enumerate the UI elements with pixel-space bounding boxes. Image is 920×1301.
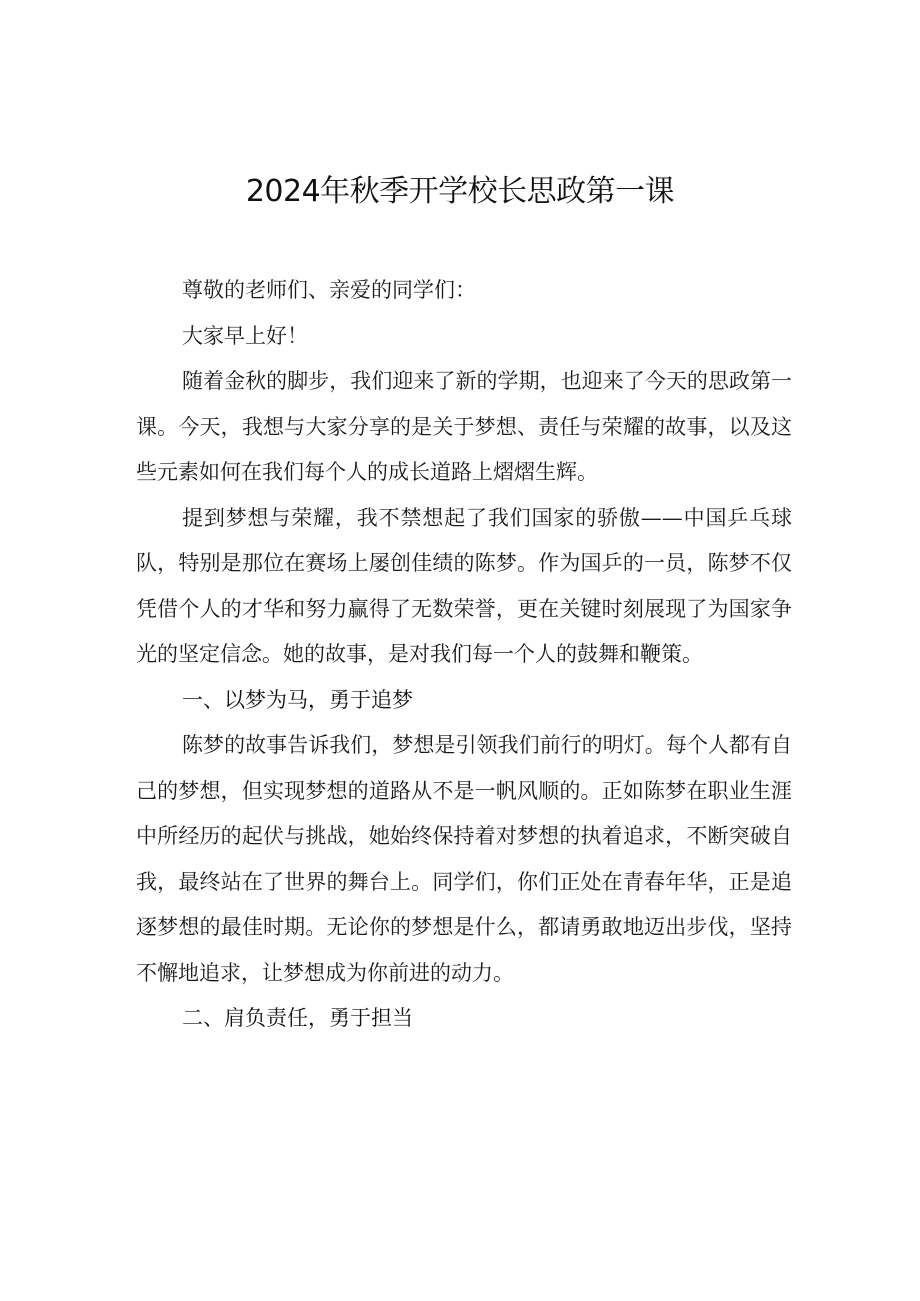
section-1-paragraph: 陈梦的故事告诉我们，梦想是引领我们前行的明灯。每个人都有自己的梦想，但实现梦想的道路从不是一帆风顺的。正如陈梦在职业生涯中所经历的起伏与挑战，她始终保持着对梦想的执着追求，不断突破自我，最终站在了世界的舞台上。同学们，你们正处在青春年华，正是追逐梦想的最佳时期。无论你的梦想是什么，都请勇敢地迈出步伐，坚持不懈地追求，让梦想成为你前进的动力。	[136, 733, 792, 985]
document-title: 2024年秋季开学校长思政第一课	[245, 174, 675, 209]
salutation-line: 大家早上好！	[182, 323, 308, 348]
document-body	[136, 268, 792, 1042]
section-2-heading: 二、肩负责任，勇于担当	[182, 1006, 413, 1030]
greeting-line: 尊敬的老师们、亲爱的同学们：	[182, 278, 476, 302]
intro-paragraph-2: 提到梦想与荣耀，我不禁想起了我们国家的骄傲——中国乒乓球队，特别是那位在赛场上屡创佳绩的陈梦。作为国乒的一员，陈梦不仅凭借个人的才华和努力赢得了无数荣誉，更在关键时刻展现了为国家争光的坚定信念。她的故事，是对我们每一个人的鼓舞和鞭策。	[136, 505, 792, 666]
section-1-heading: 一、以梦为马，勇于追梦	[182, 687, 413, 712]
intro-paragraph-1: 随着金秋的脚步，我们迎来了新的学期，也迎来了今天的思政第一课。今天，我想与大家分享的是关于梦想、责任与荣耀的故事，以及这些元素如何在我们每个人的成长道路上熠熠生辉。	[136, 369, 792, 484]
